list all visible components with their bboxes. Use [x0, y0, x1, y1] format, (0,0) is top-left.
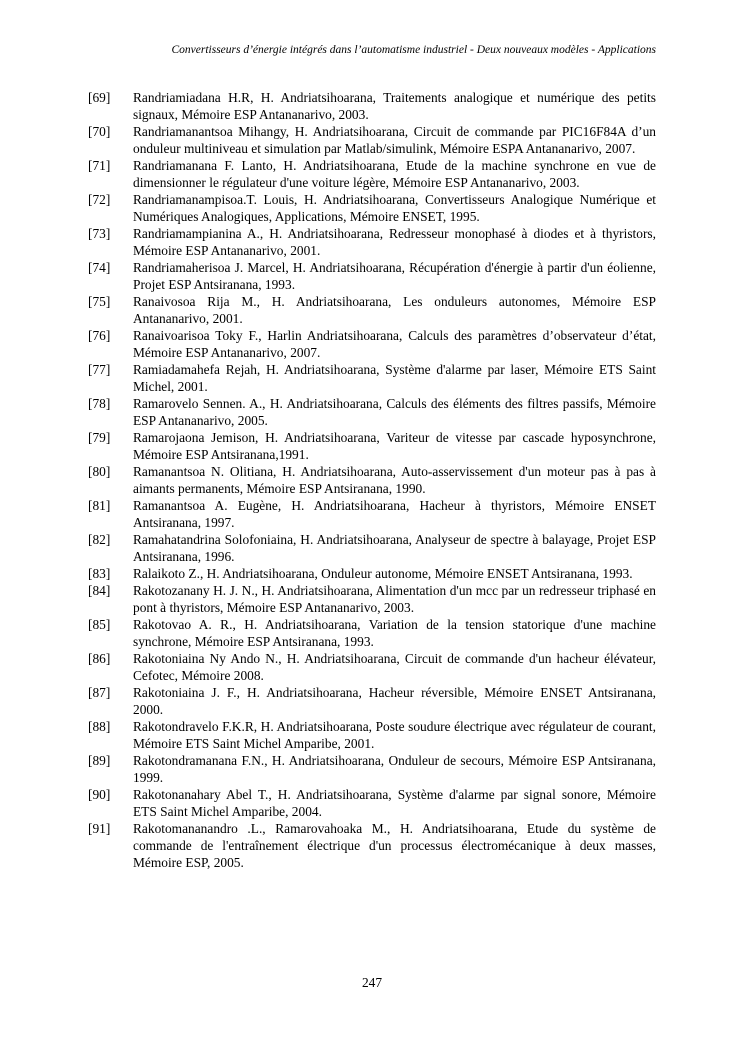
reference-text: Randriamampianina A., H. Andriatsihoarana, Redresseur monophasé à diodes et à thyristors, Mémoire ESP Antananarivo, 2001. — [133, 226, 656, 258]
reference-number: [75] — [88, 294, 111, 309]
reference-text: Randriamanantsoa Mihangy, H. Andriatsihoarana, Circuit de commande par PIC16F84A d’un onduleur multiniveau et simulation par Matlab/simulink, Mémoire ESPA Antananarivo, 2007. — [133, 124, 656, 156]
reference-number: [88] — [88, 719, 111, 734]
reference-text: Ramahatandrina Solofoniaina, H. Andriatsihoarana, Analyseur de spectre à balayage, Projet ESP Antsiranana, 1996. — [133, 532, 656, 564]
reference-number: [69] — [88, 90, 111, 105]
reference-text: Rakotovao A. R., H. Andriatsihoarana, Variation de la tension statorique d'une machine synchrone, Mémoire ESP Antsiranana, 1993. — [133, 617, 656, 649]
reference-number: [85] — [88, 617, 111, 632]
reference-text: Randriamiadana H.R, H. Andriatsihoarana, Traitements analogique et numérique des petits signaux, Mémoire ESP Antananarivo, 2003. — [133, 90, 656, 122]
reference-text: Rakotonanahary Abel T., H. Andriatsihoarana, Système d'alarme par signal sonore, Mémoire ETS Saint Michel Amparibe, 2004. — [133, 787, 656, 819]
reference-text: Rakotondramanana F.N., H. Andriatsihoarana, Onduleur de secours, Mémoire ESP Antsiranana, 1999. — [133, 753, 656, 785]
reference-item — [88, 684, 656, 718]
reference-number: [83] — [88, 566, 111, 581]
reference-item — [88, 123, 656, 157]
reference-item — [88, 463, 656, 497]
reference-number: [89] — [88, 753, 111, 768]
reference-number: [77] — [88, 362, 111, 377]
reference-item — [88, 820, 656, 871]
reference-item — [88, 157, 656, 191]
page-number: 247 — [361, 975, 383, 990]
running-header: Convertisseurs d’énergie intégrés dans l’automatisme industriel - Deux nouveaux modèles - Applications — [171, 44, 656, 56]
reference-item — [88, 497, 656, 531]
reference-number: [82] — [88, 532, 111, 547]
reference-item — [88, 718, 656, 752]
reference-number: [76] — [88, 328, 111, 343]
reference-number: [70] — [88, 124, 111, 139]
reference-text: Randriamanana F. Lanto, H. Andriatsihoarana, Etude de la machine synchrone en vue de dimensionner le régulateur d'une voiture légère, Mémoire ESP Antananarivo, 2003. — [133, 158, 656, 190]
reference-item — [88, 327, 656, 361]
reference-number: [78] — [88, 396, 111, 411]
reference-number: [90] — [88, 787, 111, 802]
reference-number: [72] — [88, 192, 111, 207]
reference-text: Ramanantsoa A. Eugène, H. Andriatsihoarana, Hacheur à thyristors, Mémoire ENSET Antsiranana, 1997. — [133, 498, 656, 530]
reference-text: Ralaikoto Z., H. Andriatsihoarana, Onduleur autonome, Mémoire ENSET Antsiranana, 1993. — [133, 566, 633, 581]
reference-number: [86] — [88, 651, 111, 666]
reference-item — [88, 361, 656, 395]
reference-text: Rakotondravelo F.K.R, H. Andriatsihoarana, Poste soudure électrique avec régulateur de courant, Mémoire ETS Saint Michel Amparibe, 2001. — [133, 719, 656, 751]
reference-number: [84] — [88, 583, 111, 598]
reference-text: Ranaivosoa Rija M., H. Andriatsihoarana, Les onduleurs autonomes, Mémoire ESP Antananarivo, 2001. — [133, 294, 656, 326]
reference-item — [88, 531, 656, 565]
reference-text: Ramarojaona Jemison, H. Andriatsihoarana, Variteur de vitesse par cascade hyposynchrone, Mémoire ESP Antsiranana,1991. — [133, 430, 656, 462]
reference-text: Randriamaherisoa J. Marcel, H. Andriatsihoarana, Récupération d'énergie à partir d'un éolienne, Projet ESP Antsiranana, 1993. — [133, 260, 656, 292]
reference-item — [88, 650, 656, 684]
reference-number: [81] — [88, 498, 111, 513]
reference-number: [74] — [88, 260, 111, 275]
reference-item — [88, 429, 656, 463]
reference-text: Ramanantsoa N. Olitiana, H. Andriatsihoarana, Auto-asservissement d'un moteur pas à pas à aimants permanents, Mémoire ESP Antsiranana, 1990. — [133, 464, 656, 496]
reference-item — [88, 752, 656, 786]
reference-item — [88, 395, 656, 429]
reference-item — [88, 225, 656, 259]
reference-item — [88, 89, 656, 123]
reference-text: Rakotoniaina J. F., H. Andriatsihoarana, Hacheur réversible, Mémoire ENSET Antsiranana, 2000. — [133, 685, 656, 717]
reference-item — [88, 582, 656, 616]
reference-number: [87] — [88, 685, 111, 700]
reference-item — [88, 259, 656, 293]
reference-text: Ramarovelo Sennen. A., H. Andriatsihoarana, Calculs des éléments des filtres passifs, Mémoire ESP Antananarivo, 2005. — [133, 396, 656, 428]
reference-list — [88, 89, 656, 871]
reference-item — [88, 565, 656, 582]
reference-number: [80] — [88, 464, 111, 479]
reference-item — [88, 293, 656, 327]
reference-text: Ramiadamahefa Rejah, H. Andriatsihoarana, Système d'alarme par laser, Mémoire ETS Saint Michel, 2001. — [133, 362, 656, 394]
reference-item — [88, 191, 656, 225]
reference-text: Randriamanampisoa.T. Louis, H. Andriatsihoarana, Convertisseurs Analogique Numérique et Numériques Analogiques, Applications, Mémoire ENSET, 1995. — [133, 192, 656, 224]
reference-number: [91] — [88, 821, 111, 836]
reference-text: Rakotozanany H. J. N., H. Andriatsihoarana, Alimentation d'un mcc par un redresseur triphasé en pont à thyristors, Mémoire ESP Antananarivo, 2003. — [133, 583, 656, 615]
reference-number: [73] — [88, 226, 111, 241]
reference-number: [79] — [88, 430, 111, 445]
reference-text: Ranaivoarisoa Toky F., Harlin Andriatsihoarana, Calculs des paramètres d’observateur d’état, Mémoire ESP Antananarivo, 2007. — [133, 328, 656, 360]
reference-item — [88, 786, 656, 820]
reference-text: Rakotoniaina Ny Ando N., H. Andriatsihoarana, Circuit de commande d'un hacheur élévateur, Cefotec, Mémoire 2008. — [133, 651, 656, 683]
reference-number: [71] — [88, 158, 111, 173]
reference-text: Rakotomananandro .L., Ramarovahoaka M., H. Andriatsihoarana, Etude du système de commande de l'entraînement électrique d'un processus électromécanique à deux masses, Mémoire ESP, 2005. — [133, 821, 656, 870]
reference-item — [88, 616, 656, 650]
